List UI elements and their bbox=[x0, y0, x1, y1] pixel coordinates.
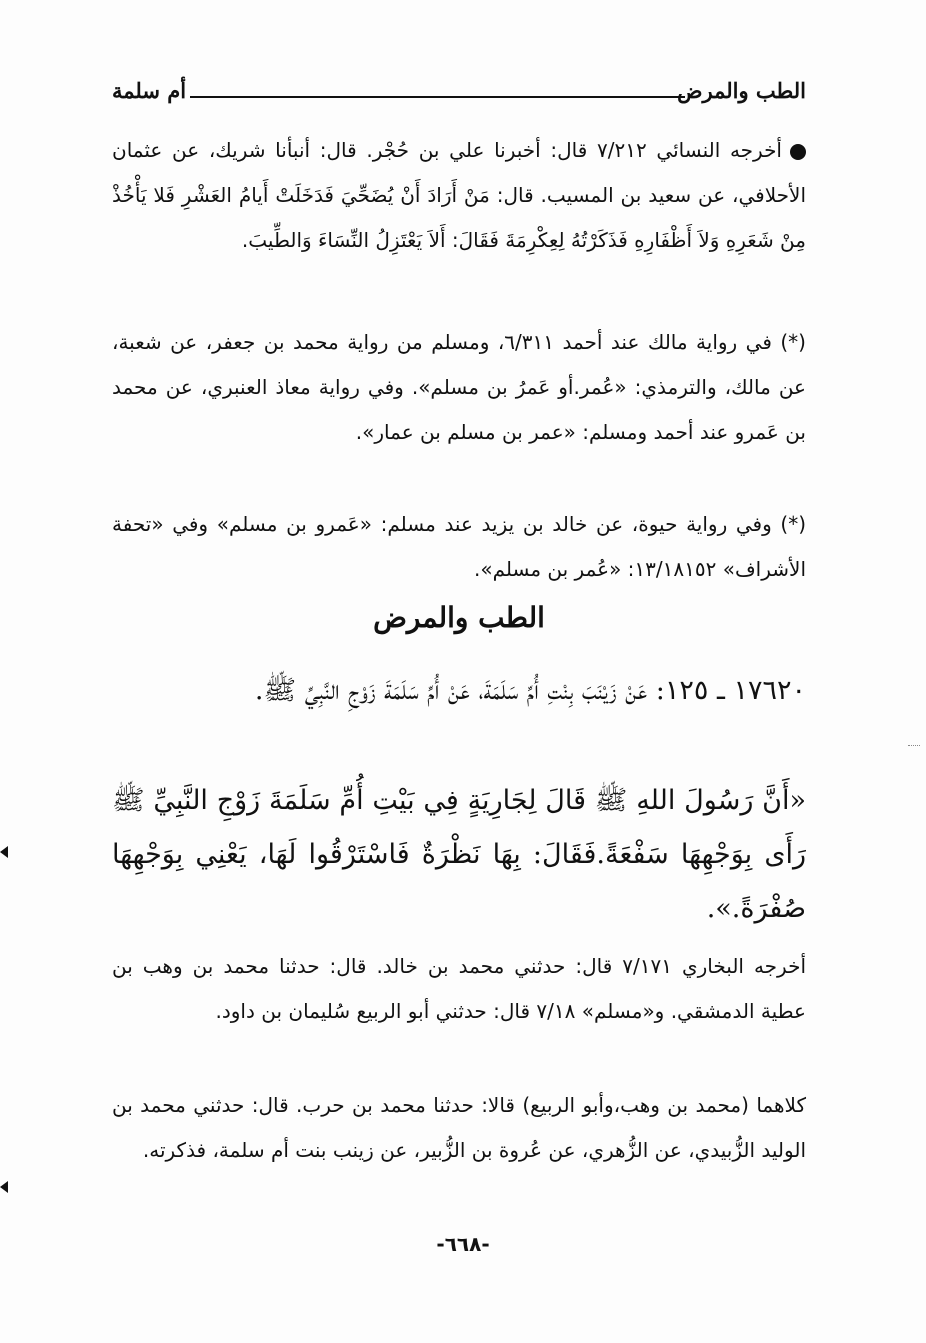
page-number: -٦٦٨- bbox=[436, 1232, 490, 1256]
footnote-1: (*) في رواية مالك عند أحمد ٦/٣١١، ومسلم من رواية محمد بن جعفر، عن شعبة، عن مالك، والترمذي: «عُمر.أو عَمرُ بن مسلم». وفي رواية معاذ العنبري، عن محمد بن عَمرو عند أحمد ومسلم: «عمر بن مسلم بن عمار». bbox=[112, 330, 806, 444]
hadith-chain: ١٧٦٢٠ ـ ١٢٥: عَنْ زَيْنَبَ بِنْتِ أُمِّ سَلَمَةَ، عَنْ أُمِّ سَلَمَةَ زَوْجِ النَّبِيِّ ﷺ. bbox=[254, 675, 806, 706]
section-title: الطب والمرض bbox=[373, 601, 545, 634]
takhrij-paragraph-3: كلاهما (محمد بن وهب،وأبو الربيع) قالا: حدثنا محمد بن حرب. قال: حدثني محمد بن الوليد الزُّبيدي، عن الزُّهري، عن عُروة بن الزُّبير، عن زينب بنت أم سلمة، فذكرته. bbox=[112, 1093, 806, 1162]
header-rule bbox=[190, 96, 685, 98]
takhrij-paragraph-1 bbox=[112, 128, 806, 263]
running-header bbox=[112, 78, 806, 112]
header-chapter-title: الطب والمرض bbox=[677, 78, 806, 103]
scan-artifact bbox=[908, 745, 920, 758]
scan-edge-mark-icon bbox=[0, 846, 8, 858]
bullet-icon bbox=[790, 144, 806, 160]
hadith-text: «أَنَّ رَسُولَ اللهِ ﷺ قَالَ لِجَارِيَةٍ فِي بَيْتِ أُمِّ سَلَمَةَ زَوْجِ النَّبِيِّ ﷺ رَأَى بِوَجْهِهَا سَفْعَةً.فَقَالَ: بِهَا نَظْرَةٌ فَاسْتَرْقُوا لَهَا، يَعْنِي بِوَجْهِهَا صُفْرَةً.». bbox=[112, 785, 806, 924]
footnote-2: (*) وفي رواية حيوة، عن خالد بن يزيد عند مسلم: «عَمرو بن مسلم» وفي «تحفة الأشراف» ١٣/١٨١٥٢: «عُمر بن مسلم». bbox=[112, 512, 806, 581]
scan-edge-mark-icon bbox=[0, 1181, 8, 1193]
takhrij-paragraph-2: أخرجه البخاري ٧/١٧١ قال: حدثني محمد بن خالد. قال: حدثنا محمد بن وهب بن عطية الدمشقي. و«مسلم» ٧/١٨ قال: حدثني أبو الربيع سُليمان بن داود. bbox=[112, 954, 806, 1023]
header-narrator-name: أم سلمة bbox=[112, 78, 187, 103]
takhrij-text-1: أخرجه النسائي ٧/٢١٢ قال: أخبرنا علي بن حُجْر. قال: أنبأنا شريك، عن عثمان الأحلافي، عن سعيد بن المسيب. قال: مَنْ أَرَادَ أَنْ يُضَحِّيَ فَدَخَلَتْ أَيامُ العَشْرِ فَلا يَأْخُذْ مِنْ شَعَرِهِ وَلاَ أَظْفَارِهِ فَذَكَرْتُهُ لِعِكْرِمَةَ فَقَالَ: أَلاَ يَعْتَزِلُ النِّسَاءَ وَالطِّيبَ. bbox=[112, 138, 806, 252]
